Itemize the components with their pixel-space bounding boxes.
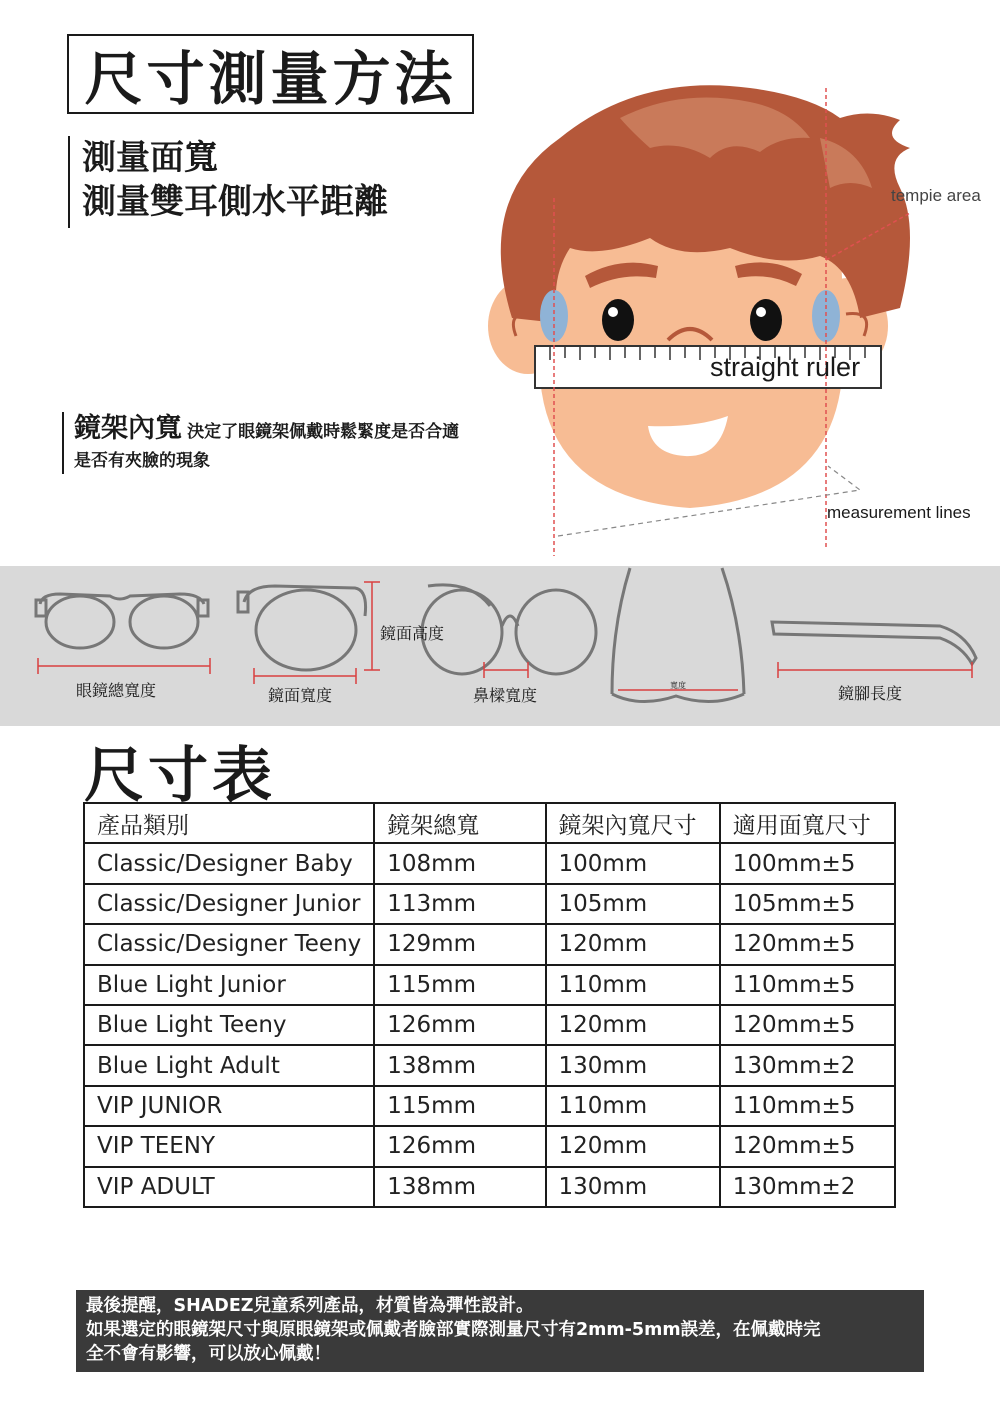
ruler-label: straight ruler bbox=[710, 352, 861, 382]
cell-face-width: 130mm±2 bbox=[720, 1045, 895, 1085]
table-row bbox=[84, 965, 895, 1005]
glasses-temple-icon bbox=[772, 622, 976, 664]
cell-inner-width: 110mm bbox=[546, 965, 720, 1005]
subtitle-line-2: 測量雙耳側水平距離 bbox=[82, 182, 388, 222]
size-table bbox=[83, 802, 896, 1208]
cell-total-width: 126mm bbox=[374, 1005, 545, 1045]
cell-total-width: 115mm bbox=[374, 965, 545, 1005]
cell-category: Blue Light Adult bbox=[84, 1045, 374, 1085]
cell-inner-width: 105mm bbox=[546, 884, 720, 924]
table-row bbox=[84, 924, 895, 964]
cell-face-width: 120mm±5 bbox=[720, 1005, 895, 1045]
cell-category: VIP JUNIOR bbox=[84, 1086, 374, 1126]
cell-total-width: 113mm bbox=[374, 884, 545, 924]
cell-category: Blue Light Junior bbox=[84, 965, 374, 1005]
table-row bbox=[84, 1126, 895, 1166]
cell-total-width: 138mm bbox=[374, 1045, 545, 1085]
cell-inner-width: 130mm bbox=[546, 1045, 720, 1085]
header-category: 產品類別 bbox=[84, 803, 374, 843]
lens-height-label: 鏡面高度 bbox=[380, 624, 445, 643]
frame-note-rest: 決定了眼鏡架佩戴時鬆緊度是否合適 bbox=[187, 422, 460, 442]
table-row bbox=[84, 1086, 895, 1126]
table-row bbox=[84, 843, 895, 883]
cell-face-width: 100mm±5 bbox=[720, 843, 895, 883]
cell-inner-width: 130mm bbox=[546, 1167, 720, 1207]
header-face-width: 適用面寬尺寸 bbox=[720, 803, 895, 843]
size-table-title: 尺寸表 bbox=[84, 741, 276, 811]
table-row bbox=[84, 1005, 895, 1045]
cell-inner-width: 120mm bbox=[546, 1126, 720, 1166]
frame-note-line-2: 是否有夾臉的現象 bbox=[74, 451, 210, 471]
cell-face-width: 110mm±5 bbox=[720, 1086, 895, 1126]
glasses-half-icon bbox=[238, 586, 366, 670]
cell-inner-width: 100mm bbox=[546, 843, 720, 883]
reminder-box bbox=[76, 1290, 924, 1372]
temple-length-label: 鏡腳長度 bbox=[838, 684, 903, 703]
face-illustration bbox=[480, 78, 1000, 558]
cell-category: Classic/Designer Junior bbox=[84, 884, 374, 924]
total-width-label: 眼鏡總寬度 bbox=[76, 681, 157, 700]
subtitle-line-1: 測量面寬 bbox=[82, 138, 218, 178]
cell-face-width: 110mm±5 bbox=[720, 965, 895, 1005]
cell-face-width: 120mm±5 bbox=[720, 924, 895, 964]
cell-category: Classic/Designer Teeny bbox=[84, 924, 374, 964]
cell-face-width: 120mm±5 bbox=[720, 1126, 895, 1166]
table-row bbox=[84, 884, 895, 924]
temple-label: tempie area bbox=[891, 186, 981, 205]
cell-inner-width: 120mm bbox=[546, 1005, 720, 1045]
glasses-bridge-icon bbox=[422, 585, 596, 674]
measurement-lines-label: measurement lines bbox=[827, 503, 971, 522]
cell-face-width: 105mm±5 bbox=[720, 884, 895, 924]
frame-width-note bbox=[62, 412, 459, 474]
table-header-row bbox=[84, 803, 895, 843]
table-row bbox=[84, 1045, 895, 1085]
reminder-line-3: 全不會有影響，可以放心佩戴！ bbox=[86, 1344, 331, 1364]
bridge-width-label: 鼻樑寬度 bbox=[473, 686, 538, 705]
subtitle-block bbox=[68, 136, 388, 228]
cell-category: VIP ADULT bbox=[84, 1167, 374, 1207]
cell-total-width: 126mm bbox=[374, 1126, 545, 1166]
right-eye bbox=[750, 299, 782, 341]
cell-total-width: 138mm bbox=[374, 1167, 545, 1207]
cell-total-width: 129mm bbox=[374, 924, 545, 964]
reminder-line-1: 最後提醒，SHADEZ兒童系列產品，材質皆為彈性設計。 bbox=[86, 1296, 534, 1316]
glasses-front-icon bbox=[36, 594, 208, 648]
cell-face-width: 130mm±2 bbox=[720, 1167, 895, 1207]
left-eye bbox=[602, 299, 634, 341]
cell-category: Blue Light Teeny bbox=[84, 1005, 374, 1045]
main-title-box bbox=[67, 34, 474, 114]
inner-width-label: 寬度 bbox=[670, 681, 686, 690]
frame-note-strong: 鏡架內寬 bbox=[74, 413, 182, 444]
cell-category: Classic/Designer Baby bbox=[84, 843, 374, 883]
cell-inner-width: 120mm bbox=[546, 924, 720, 964]
table-row bbox=[84, 1167, 895, 1207]
cell-total-width: 108mm bbox=[374, 843, 545, 883]
lens-width-label: 鏡面寬度 bbox=[268, 686, 333, 705]
reminder-line-2: 如果選定的眼鏡架尺寸與原眼鏡架或佩戴者臉部實際測量尺寸有2mm-5mm誤差，在佩戴時完 bbox=[86, 1320, 821, 1340]
cell-inner-width: 110mm bbox=[546, 1086, 720, 1126]
page-title: 尺寸測量方法 bbox=[84, 45, 457, 113]
header-inner-width: 鏡架內寬尺寸 bbox=[546, 803, 720, 843]
cell-category: VIP TEENY bbox=[84, 1126, 374, 1166]
frame-note-line-1 bbox=[74, 412, 459, 449]
header-total-width: 鏡架總寬 bbox=[374, 803, 545, 843]
cell-total-width: 115mm bbox=[374, 1086, 545, 1126]
